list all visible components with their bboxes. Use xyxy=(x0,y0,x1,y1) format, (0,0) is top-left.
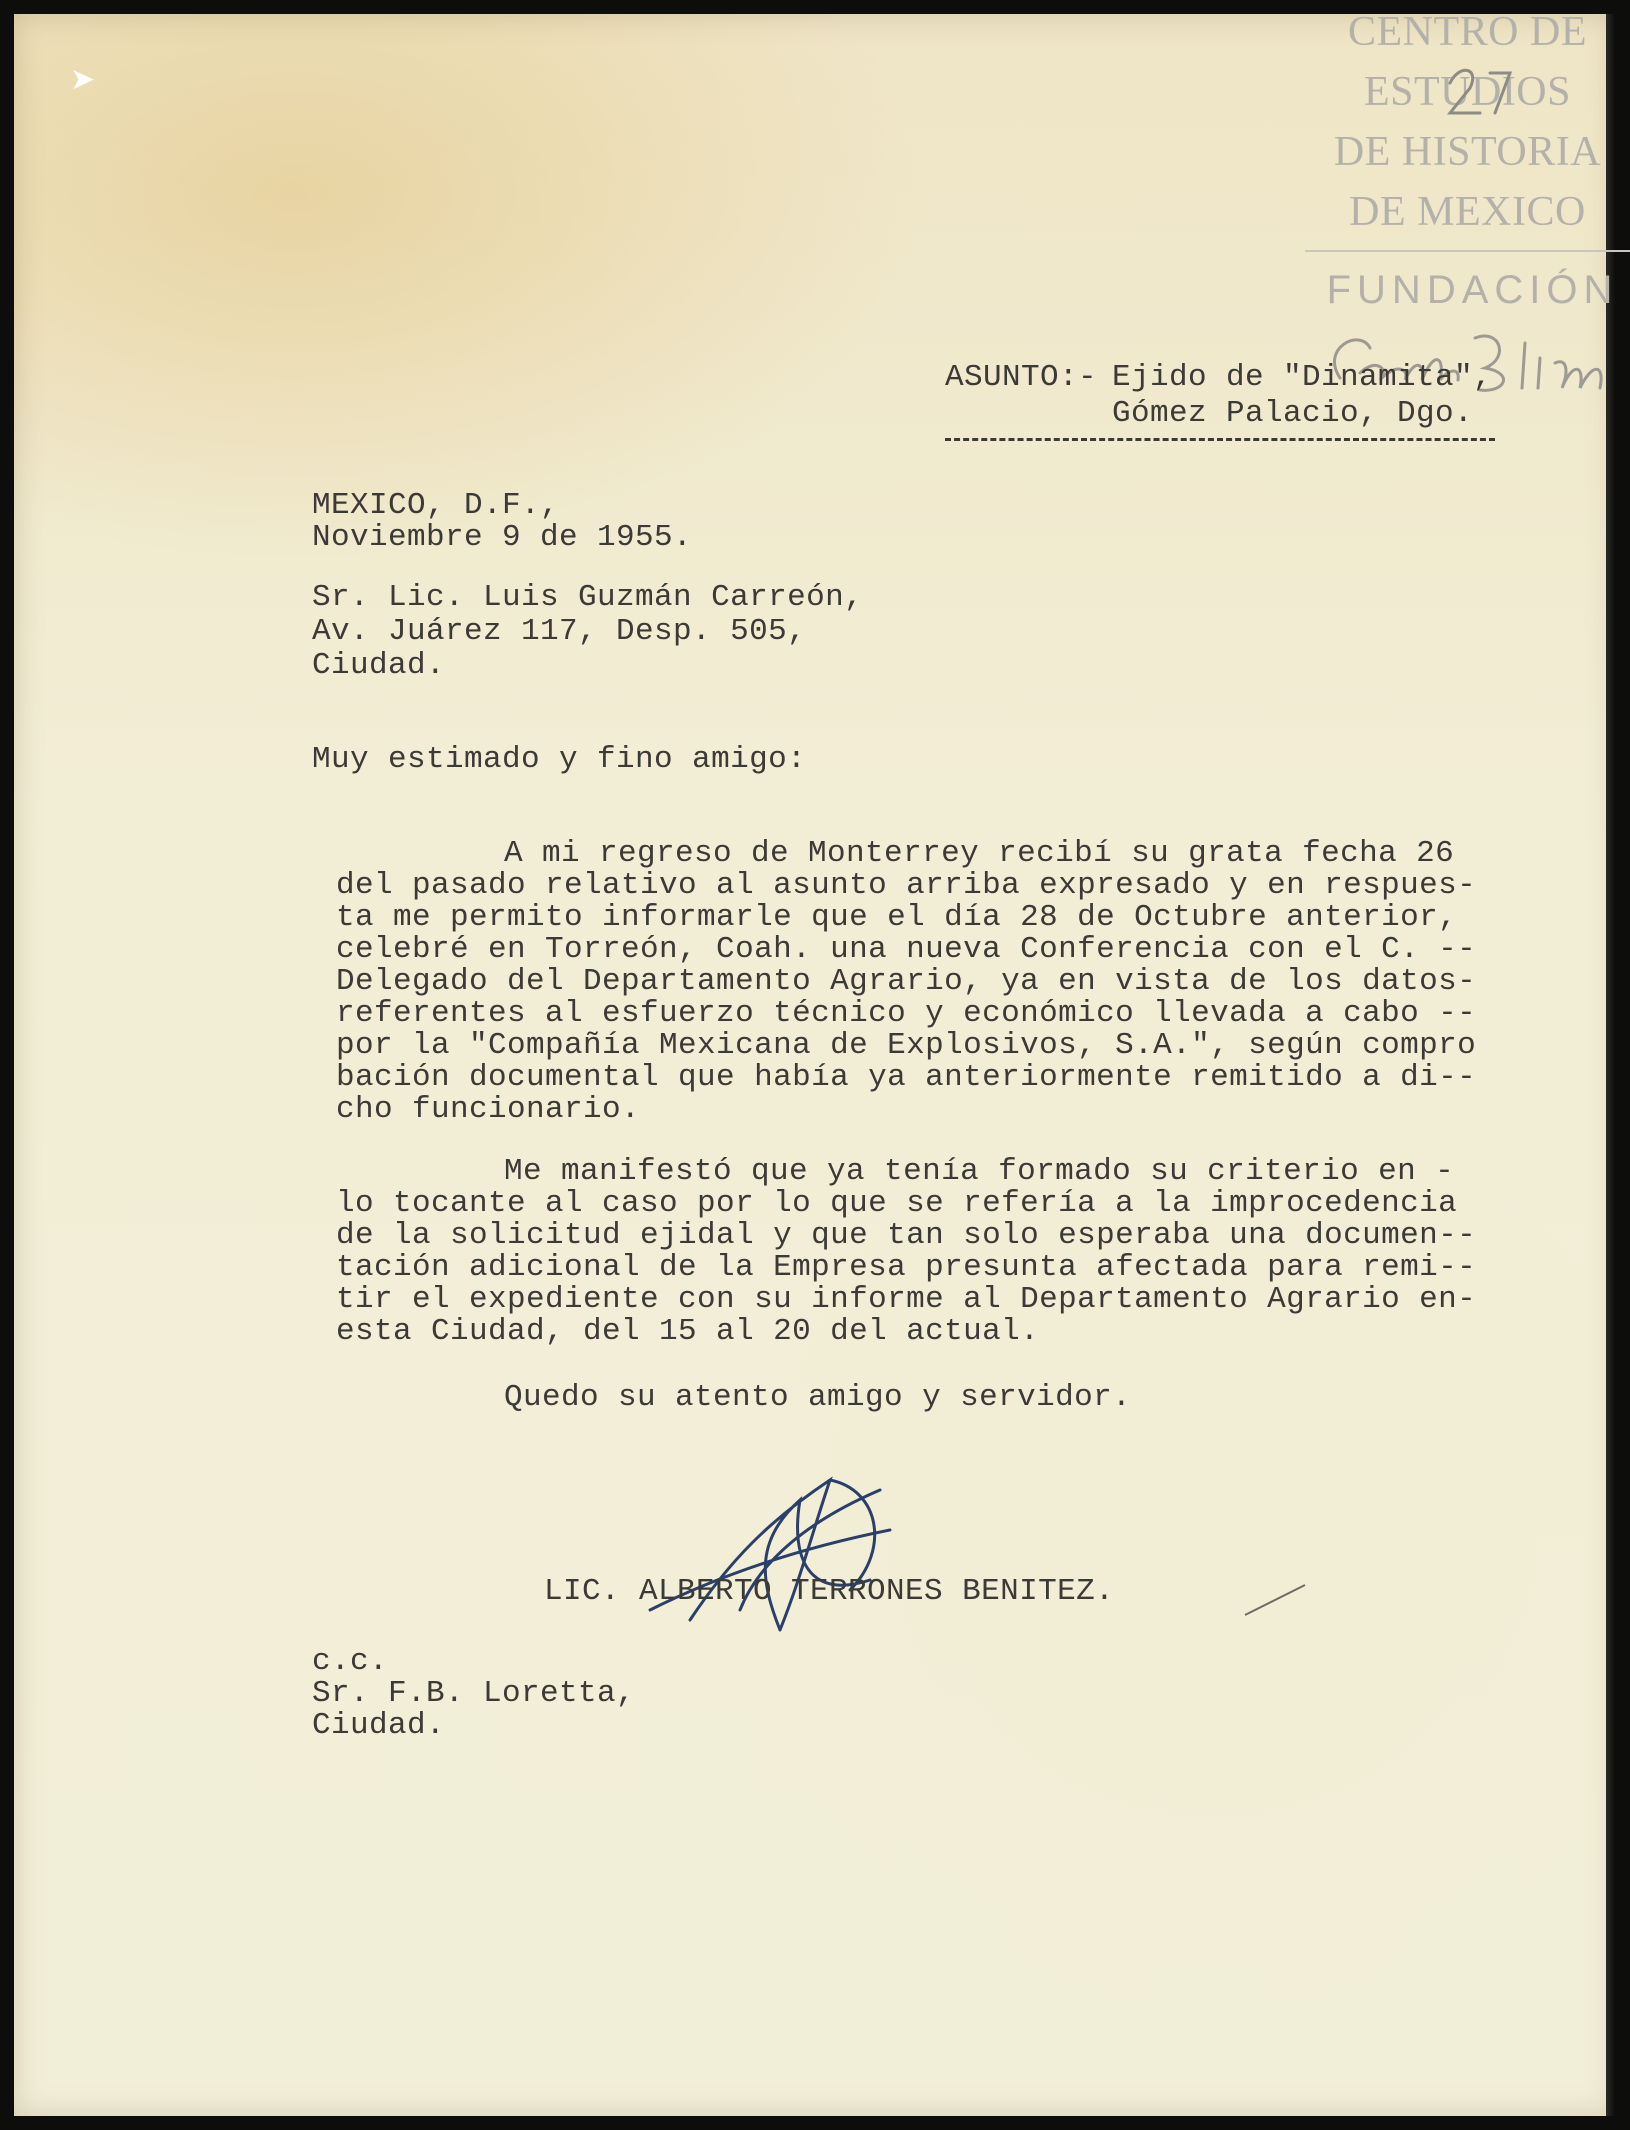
salutation: Muy estimado y fino amigo: xyxy=(312,742,807,777)
subject-label: ASUNTO:- xyxy=(945,360,1098,395)
subject-line: Gómez Palacio, Dgo. xyxy=(1112,396,1474,431)
body-line: cho funcionario. xyxy=(336,1092,641,1127)
cc-city: Ciudad. xyxy=(312,1708,446,1743)
recipient-address: Av. Juárez 117, Desp. 505, xyxy=(312,614,807,649)
place-line: MEXICO, D.F., xyxy=(312,488,560,523)
body-line: Delegado del Departamento Agrario, ya en vista de los datos- xyxy=(336,964,1477,999)
subject-line: Ejido de "Dinamita", xyxy=(1112,360,1493,395)
watermark-line: CENTRO DE xyxy=(1348,9,1587,55)
signatory-name: LIC. ALBERTO TERRONES BENITEZ. xyxy=(544,1574,1115,1609)
body-line: celebré en Torreón, Coah. una nueva Conferencia con el C. -- xyxy=(336,932,1477,967)
recipient-name: Sr. Lic. Luis Guzmán Carreón, xyxy=(312,580,864,615)
watermark-line: DE MEXICO xyxy=(1349,189,1586,235)
watermark-fundacion: FUNDACIÓN xyxy=(1326,268,1619,312)
body-line: Me manifestó que ya tenía formado su criterio en - xyxy=(504,1154,1455,1189)
cc-label: c.c. xyxy=(312,1644,389,1679)
body-line: ta me permito informarle que el día 28 de Octubre anterior, xyxy=(336,900,1458,935)
corner-arrow-icon: ➤ xyxy=(70,62,96,97)
recipient-city: Ciudad. xyxy=(312,648,446,683)
watermark-divider xyxy=(1305,250,1630,252)
body-line: del pasado relativo al asunto arriba expresado y en respues- xyxy=(336,868,1477,903)
page-number-stamp xyxy=(1440,58,1520,128)
body-line: bación documental que había ya anteriormente remitido a di-- xyxy=(336,1060,1477,1095)
body-line: referentes al esfuerzo técnico y económico llevada a cabo -- xyxy=(336,996,1477,1031)
watermark-line: DE HISTORIA xyxy=(1333,129,1602,175)
watermark-line: ESTUDIOS xyxy=(1363,69,1571,115)
body-line: de la solicitud ejidal y que tan solo esperaba una documen-- xyxy=(336,1218,1477,1253)
body-line: por la "Compañía Mexicana de Explosivos, S.A.", según compro xyxy=(336,1028,1477,1063)
subject-underline xyxy=(945,438,1495,441)
body-line: A mi regreso de Monterrey recibí su grata fecha 26 xyxy=(504,836,1455,871)
cc-recipient: Sr. F.B. Loretta, xyxy=(312,1676,636,1711)
stray-pen-stroke xyxy=(1240,1580,1310,1620)
body-line: lo tocante al caso por lo que se refería a la improcedencia xyxy=(336,1186,1458,1221)
closing: Quedo su atento amigo y servidor. xyxy=(504,1380,1132,1415)
body-line: esta Ciudad, del 15 al 20 del actual. xyxy=(336,1314,1040,1349)
body-line: tación adicional de la Empresa presunta afectada para remi-- xyxy=(336,1250,1477,1285)
date-line: Noviembre 9 de 1955. xyxy=(312,520,693,555)
body-line: tir el expediente con su informe al Departamento Agrario en- xyxy=(336,1282,1477,1317)
handwritten-signature xyxy=(630,1460,930,1640)
